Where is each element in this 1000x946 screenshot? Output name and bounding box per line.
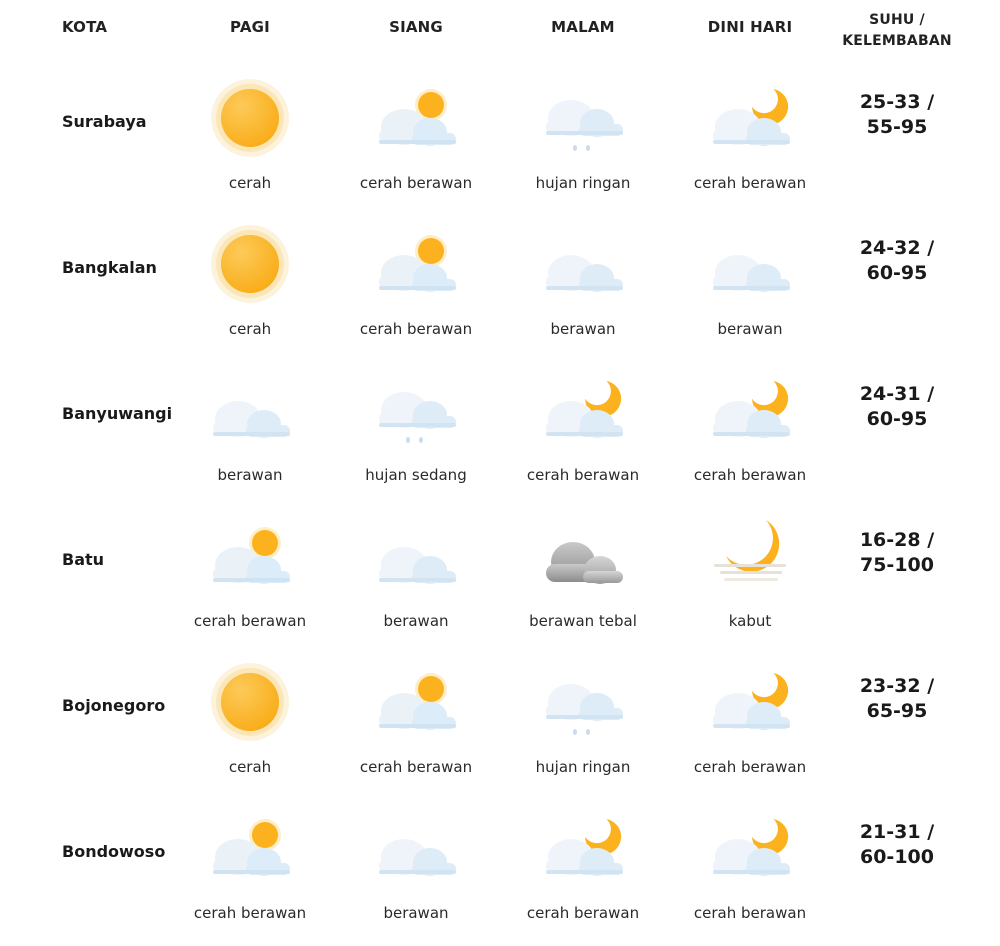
condition-label: berawan tebal	[529, 612, 637, 630]
forecast-cell-evening	[503, 216, 663, 362]
forecast-cell-noon	[336, 800, 496, 946]
cloud-rain-icon	[543, 78, 623, 158]
forecast-cell-dawn	[670, 362, 830, 508]
forecast-cell-noon	[336, 654, 496, 800]
humidity-range: 60-100	[859, 846, 934, 868]
header-temp-humidity	[842, 10, 952, 52]
forecast-cell-morning	[170, 654, 330, 800]
temp-humidity-value	[860, 236, 934, 286]
condition-label: cerah	[228, 758, 272, 776]
condition-label: berawan	[550, 320, 616, 338]
forecast-cell-evening	[503, 70, 663, 216]
header-noon: SIANG	[389, 18, 443, 36]
forecast-cell-noon	[336, 70, 496, 216]
city-name: Bojonegoro	[62, 696, 166, 715]
condition-label: cerah	[228, 320, 272, 338]
condition-label: cerah berawan	[193, 904, 307, 922]
forecast-cell-dawn	[670, 654, 830, 800]
city-name: Surabaya	[62, 112, 147, 131]
condition-label: berawan	[383, 612, 449, 630]
moon-cloud-icon	[710, 78, 790, 158]
moon-cloud-icon	[710, 662, 790, 742]
forecast-cell-morning	[170, 362, 330, 508]
humidity-range: 65-95	[866, 700, 928, 722]
condition-label: berawan	[217, 466, 283, 484]
forecast-cell-evening	[503, 362, 663, 508]
condition-label: cerah berawan	[526, 466, 640, 484]
city-name: Batu	[62, 550, 105, 569]
forecast-cell-morning	[170, 800, 330, 946]
cloud-icon	[543, 224, 623, 304]
temp-humidity-value	[860, 528, 934, 578]
header-morning: PAGI	[230, 18, 270, 36]
temperature-range: 16-28 /	[859, 529, 935, 551]
condition-label: hujan ringan	[535, 174, 631, 192]
city-name: Banyuwangi	[62, 404, 173, 423]
temp-humidity-value	[860, 382, 934, 432]
condition-label: cerah berawan	[693, 758, 807, 776]
city-row	[0, 362, 1000, 508]
forecast-cell-dawn	[670, 508, 830, 654]
forecast-cell-noon	[336, 362, 496, 508]
temperature-range: 23-32 /	[859, 675, 935, 697]
forecast-cell-dawn	[670, 800, 830, 946]
condition-label: berawan	[383, 904, 449, 922]
city-row	[0, 70, 1000, 216]
sun-icon	[210, 224, 290, 304]
header-city: KOTA	[62, 18, 108, 36]
forecast-cell-morning	[170, 70, 330, 216]
temperature-range: 25-33 /	[859, 91, 935, 113]
temp-humidity-value	[860, 90, 934, 140]
condition-label: cerah berawan	[359, 174, 473, 192]
condition-label: cerah berawan	[526, 904, 640, 922]
condition-label: hujan sedang	[365, 466, 467, 484]
moon-fog-icon	[710, 516, 790, 596]
header-dawn: DINI HARI	[707, 18, 793, 36]
city-row	[0, 216, 1000, 362]
forecast-cell-noon	[336, 216, 496, 362]
cloud-icon	[710, 224, 790, 304]
condition-label: hujan ringan	[535, 758, 631, 776]
humidity-range: 55-95	[866, 116, 928, 138]
city-row	[0, 654, 1000, 800]
condition-label: cerah berawan	[193, 612, 307, 630]
temp-humidity-value	[860, 820, 934, 870]
sun-cloud-icon	[376, 662, 456, 742]
condition-label: cerah berawan	[693, 466, 807, 484]
humidity-range: 75-100	[859, 554, 934, 576]
humidity-range: 60-95	[866, 262, 928, 284]
condition-label: cerah berawan	[359, 320, 473, 338]
moon-cloud-icon	[543, 808, 623, 888]
cloud-icon	[210, 370, 290, 450]
sun-cloud-icon	[376, 78, 456, 158]
dark-cloud-icon	[543, 516, 623, 596]
city-name: Bondowoso	[62, 842, 166, 861]
forecast-cell-morning	[170, 508, 330, 654]
moon-cloud-icon	[710, 370, 790, 450]
city-row	[0, 800, 1000, 946]
moon-cloud-icon	[543, 370, 623, 450]
sun-icon	[210, 78, 290, 158]
forecast-cell-evening	[503, 654, 663, 800]
condition-label: kabut	[728, 612, 772, 630]
sun-cloud-icon	[210, 808, 290, 888]
header-temp-line1: SUHU /	[869, 12, 925, 28]
cloud-rain-icon	[543, 662, 623, 742]
temperature-range: 24-32 /	[859, 237, 935, 259]
humidity-range: 60-95	[866, 408, 928, 430]
sun-icon	[210, 662, 290, 742]
forecast-cell-noon	[336, 508, 496, 654]
forecast-cell-dawn	[670, 216, 830, 362]
sun-cloud-icon	[376, 224, 456, 304]
forecast-cell-morning	[170, 216, 330, 362]
city-name: Bangkalan	[62, 258, 157, 277]
temperature-range: 24-31 /	[859, 383, 935, 405]
forecast-cell-evening	[503, 508, 663, 654]
sun-cloud-icon	[210, 516, 290, 596]
temp-humidity-value	[860, 674, 934, 724]
city-row	[0, 508, 1000, 654]
cloud-rain-icon	[376, 370, 456, 450]
condition-label: cerah berawan	[359, 758, 473, 776]
moon-cloud-icon	[710, 808, 790, 888]
condition-label: berawan	[717, 320, 783, 338]
header-temp-line2: KELEMBABAN	[842, 33, 952, 49]
forecast-cell-evening	[503, 800, 663, 946]
condition-label: cerah berawan	[693, 904, 807, 922]
header-evening: MALAM	[551, 18, 615, 36]
condition-label: cerah berawan	[693, 174, 807, 192]
cloud-icon	[376, 808, 456, 888]
forecast-cell-dawn	[670, 70, 830, 216]
condition-label: cerah	[228, 174, 272, 192]
cloud-icon	[376, 516, 456, 596]
temperature-range: 21-31 /	[859, 821, 935, 843]
